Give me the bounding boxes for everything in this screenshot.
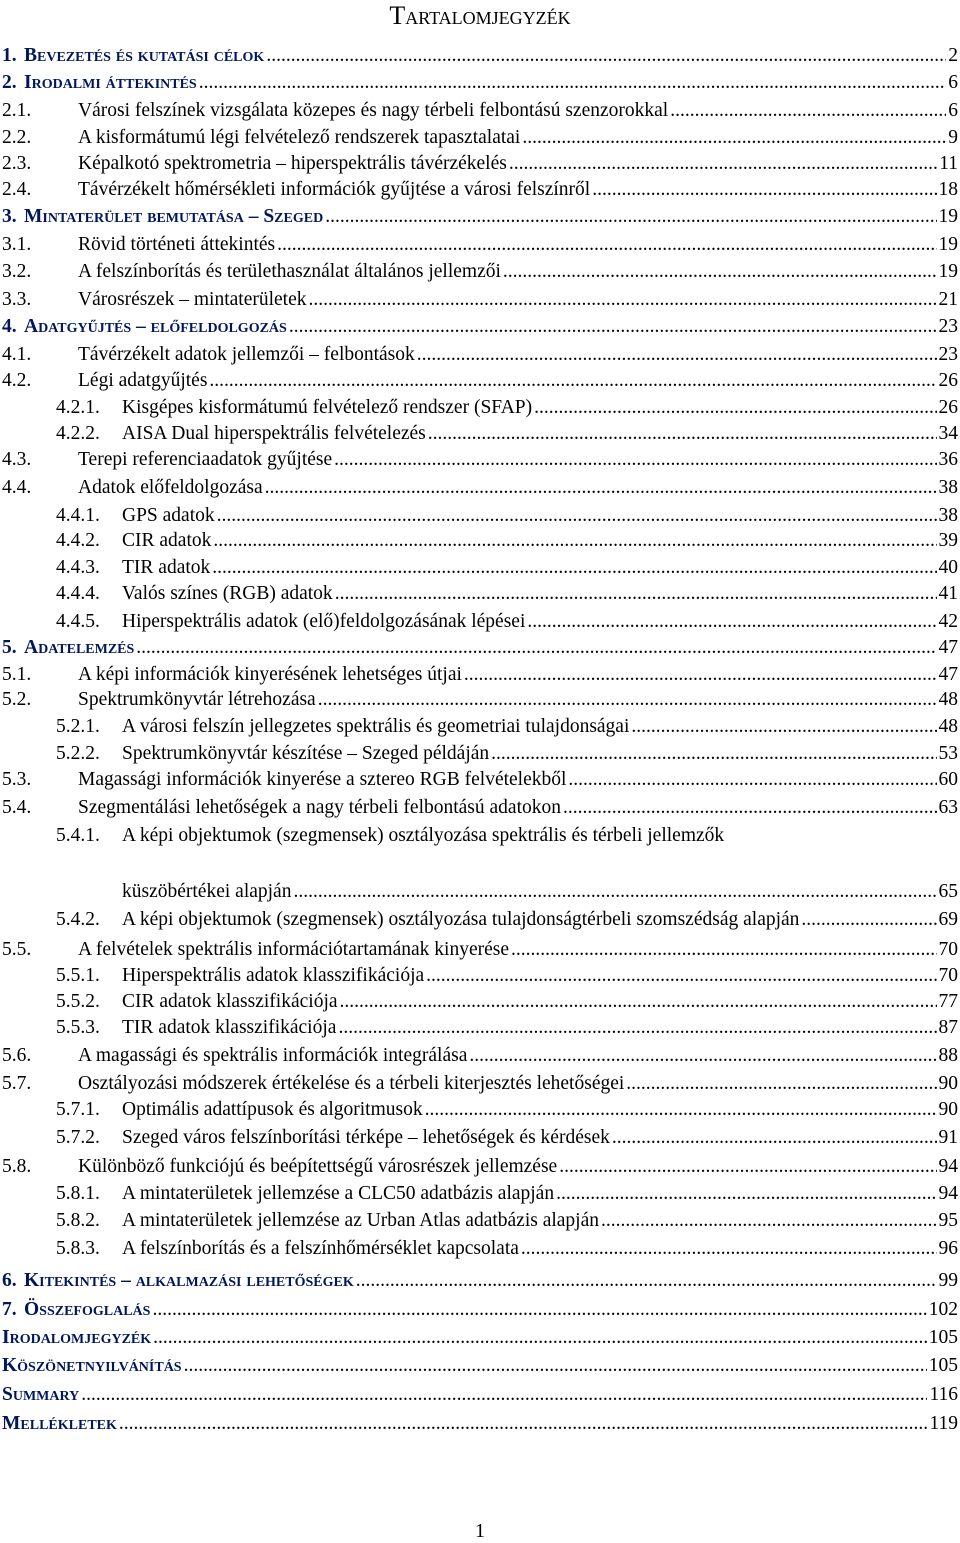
toc-entry[interactable] (2, 124, 958, 150)
toc-entry[interactable] (2, 446, 958, 472)
toc-entry-page: 47 (938, 664, 958, 685)
toc-entry[interactable] (56, 1096, 958, 1122)
toc-entry-title: A felszínborítás és a felszínhőmérséklet kapcsolata (122, 1238, 519, 1259)
toc-entry-title: Irodalomjegyzék (2, 1327, 152, 1348)
toc-entry[interactable] (56, 502, 958, 528)
toc-entry-page: 18 (938, 179, 958, 200)
toc-entry-number: 5.2. (2, 689, 32, 710)
toc-entry-page: 96 (938, 1238, 958, 1259)
toc-entry-title: A mintaterületek jellemzése az Urban Atlas adatbázis alapján (122, 1210, 600, 1231)
toc-entry-title: Adatok előfeldolgozása (78, 477, 263, 498)
toc-entry-title: Optimális adattípusok és algoritmusok (122, 1099, 423, 1120)
toc-entry-page: 19 (938, 206, 958, 227)
toc-leader-dots (556, 1182, 936, 1206)
toc-leader-dots (289, 315, 937, 339)
toc-leader-dots (266, 44, 946, 68)
toc-entry-page: 94 (938, 1183, 958, 1204)
toc-entry-title: Távérzékelt adatok jellemzői – felbontások (78, 344, 415, 365)
page-number: 1 (475, 1520, 485, 1542)
toc-entry-number: 3. (2, 206, 17, 227)
toc-entry-number: 5.5.2. (56, 991, 100, 1012)
toc-entry-page: 65 (938, 881, 958, 902)
toc-entry[interactable] (56, 527, 958, 553)
toc-entry-number: 3.2. (2, 261, 32, 282)
toc-entry-title: Adatelemzés (24, 637, 135, 658)
toc-entry-page: 105 (928, 1355, 958, 1376)
toc-entry-title: TIR adatok klasszifikációja (122, 1017, 337, 1038)
toc-entry-page: 19 (938, 261, 958, 282)
toc-entry-page: 105 (928, 1327, 958, 1348)
toc-entry-continuation[interactable] (122, 878, 958, 904)
toc-entry[interactable] (56, 394, 958, 420)
toc-entry-number: 4.2.2. (56, 423, 100, 444)
toc-entry-title: TIR adatok (122, 557, 211, 578)
toc-entry-number: 6. (2, 1270, 17, 1291)
toc-entry[interactable] (2, 341, 958, 367)
toc-leader-dots (469, 1044, 936, 1068)
toc-entry[interactable] (2, 686, 958, 712)
toc-entry-page: 48 (938, 716, 958, 737)
toc-entry-number: 2.3. (2, 153, 32, 174)
toc-entry-title: A képi információk kinyerésének lehetséges útjai (78, 664, 462, 685)
toc-entry-page: 2 (948, 45, 958, 66)
toc-entry-page: 77 (938, 991, 958, 1012)
toc-entry-number: 1. (2, 45, 17, 66)
toc-entry-page: 90 (938, 1099, 958, 1120)
toc-leader-dots (670, 99, 946, 123)
toc-leader-dots (199, 71, 947, 95)
toc-entry-number: 5.6. (2, 1045, 32, 1066)
toc-entry-title: Köszönetnyilvánítás (2, 1355, 182, 1376)
toc-leader-dots (334, 448, 936, 472)
toc-entry-page: 36 (938, 449, 958, 470)
toc-entry-page: 69 (938, 909, 958, 930)
toc-entry-title: A mintaterületek jellemzése a CLC50 adatbázis alapján (122, 1183, 555, 1204)
toc-entry[interactable] (56, 580, 958, 606)
toc-entry-number: 5.2.2. (56, 743, 100, 764)
toc-entry-number: 5.4.1. (56, 825, 100, 846)
toc-entry-number: 3.1. (2, 234, 32, 255)
toc-entry-page: 23 (938, 344, 958, 365)
toc-entry-page: 6 (948, 72, 958, 93)
toc-entry-title: Városrészek – mintaterületek (78, 289, 307, 310)
toc-entry-page: 47 (938, 637, 958, 658)
toc-entry-page: 88 (938, 1045, 958, 1066)
toc-entry-page: 9 (948, 127, 958, 148)
toc-entry-number: 5.8. (2, 1156, 32, 1177)
toc-entry[interactable] (56, 554, 958, 580)
toc-entry-number: 5.8.3. (56, 1238, 100, 1259)
toc-entry-number: 2. (2, 72, 17, 93)
toc-entry-title: A kisformátumú légi felvételező rendszerek tapasztalatai (78, 127, 521, 148)
toc-entry[interactable] (56, 1235, 958, 1261)
toc-entry[interactable] (2, 766, 958, 792)
toc-leader-dots (81, 1383, 927, 1407)
toc-entry-page: 38 (938, 477, 958, 498)
toc-entry-page: 90 (938, 1073, 958, 1094)
toc-entry-number: 3.3. (2, 289, 32, 310)
toc-entry-title-line2: küszöbértékei alapján (122, 881, 292, 902)
toc-entry-page: 99 (938, 1270, 958, 1291)
toc-entry-title: A felvételek spektrális információtartamának kinyerése (78, 939, 509, 960)
toc-entry-title: Légi adatgyűjtés (78, 370, 208, 391)
toc-entry-page: 41 (938, 583, 958, 604)
toc-entry-title: Szegmentálási lehetőségek a nagy térbeli felbontású adatokon (78, 797, 561, 818)
toc-entry[interactable] (2, 150, 958, 176)
toc-entry-page: 63 (938, 797, 958, 818)
toc-entry-number: 7. (2, 1299, 17, 1320)
toc-entry[interactable] (56, 962, 958, 988)
toc-leader-dots (631, 715, 936, 739)
toc-entry-title: A városi felszín jellegzetes spektrális és geometriai tulajdonságai (122, 716, 630, 737)
toc-entry-page: 34 (938, 423, 958, 444)
toc-leader-dots (217, 504, 937, 528)
page-title (0, 0, 960, 32)
toc-entry-page: 48 (938, 689, 958, 710)
toc-leader-dots (592, 178, 936, 202)
toc-entry[interactable] (2, 474, 958, 500)
toc-leader-dots (335, 582, 937, 606)
toc-leader-dots (209, 369, 936, 393)
toc-entry[interactable] (2, 176, 958, 202)
toc-entry[interactable] (2, 661, 958, 687)
toc-entry-title: A felszínborítás és területhasználat általános jellemzői (78, 261, 501, 282)
toc-leader-dots (511, 938, 937, 962)
toc-entry-number: 5.5. (2, 939, 32, 960)
toc-entry-title: Hiperspektrális adatok (elő)feldolgozásának lépései (122, 611, 526, 632)
toc-entry-title: Irodalmi áttekintés (24, 72, 197, 93)
toc-entry-title: Summary (2, 1384, 80, 1405)
toc-entry[interactable] (2, 936, 958, 962)
toc-leader-dots (491, 742, 936, 766)
toc-entry-page: 11 (939, 153, 958, 174)
toc-entry-title: Különböző funkciójú és beépítettségű városrészek jellemzése (78, 1156, 558, 1177)
toc-entry-page: 40 (938, 557, 958, 578)
toc-leader-dots (212, 556, 936, 580)
toc-leader-dots (338, 1016, 936, 1040)
toc-entry[interactable] (56, 608, 958, 634)
toc-entry-title: Osztályozási módszerek értékelése és a térbeli kiterjesztés lehetőségei (78, 1073, 625, 1094)
toc-leader-dots (509, 152, 937, 176)
toc-entry-title: Spektrumkönyvtár létrehozása (78, 689, 316, 710)
toc-entry-number: 4. (2, 316, 17, 337)
toc-entry-number: 5.4.2. (56, 909, 100, 930)
toc-entry-page: 70 (938, 939, 958, 960)
toc-leader-dots (527, 610, 936, 634)
toc-leader-dots (356, 1269, 937, 1293)
toc-entry-number: 5. (2, 637, 17, 658)
toc-entry-number: 4.4.1. (56, 505, 100, 526)
toc-leader-dots (426, 964, 936, 988)
toc-entry[interactable] (2, 231, 958, 257)
toc-entry-page: 53 (938, 743, 958, 764)
toc-leader-dots (119, 1412, 928, 1436)
toc-entry[interactable] (56, 822, 958, 848)
toc-entry[interactable] (56, 988, 958, 1014)
toc-entry[interactable] (2, 1296, 958, 1322)
toc-entry-number: 5.5.1. (56, 965, 100, 986)
toc-entry-title: Mellékletek (2, 1413, 117, 1434)
toc-entry-page: 38 (938, 505, 958, 526)
toc-entry-page: 91 (938, 1127, 958, 1148)
toc-leader-dots (559, 1155, 936, 1179)
toc-entry[interactable] (2, 634, 958, 660)
toc-entry-number: 4.4.5. (56, 611, 100, 632)
toc-leader-dots (612, 1126, 937, 1150)
toc-leader-dots (213, 529, 936, 553)
toc-entry[interactable] (2, 203, 958, 229)
toc-entry[interactable] (2, 1352, 958, 1378)
toc-entry-number: 5.8.1. (56, 1183, 100, 1204)
toc-entry-number: 4.4. (2, 477, 32, 498)
toc-entry-title: Adatgyűjtés – előfeldolgozás (24, 316, 287, 337)
toc-entry-page: 116 (929, 1384, 958, 1405)
toc-entry-number: 4.2. (2, 370, 32, 391)
toc-leader-dots (563, 796, 937, 820)
toc-leader-dots (318, 688, 937, 712)
toc-leader-dots (340, 990, 937, 1014)
toc-entry[interactable] (2, 42, 958, 68)
toc-entry[interactable] (2, 1042, 958, 1068)
toc-entry-title: Hiperspektrális adatok klasszifikációja (122, 965, 425, 986)
toc-entry-title: Összefoglalás (24, 1299, 151, 1320)
toc-entry[interactable] (2, 1324, 958, 1350)
toc-entry-number: 4.4.4. (56, 583, 100, 604)
toc-entry-page: 42 (938, 611, 958, 632)
toc-entry-number: 2.2. (2, 127, 32, 148)
toc-entry-page: 26 (938, 397, 958, 418)
toc-entry-number: 4.1. (2, 344, 32, 365)
toc-entry[interactable] (56, 906, 958, 932)
toc-entry[interactable] (2, 1070, 958, 1096)
toc-leader-dots (568, 768, 936, 792)
toc-entry-number: 5.3. (2, 769, 32, 790)
toc-leader-dots (309, 288, 937, 312)
toc-entry[interactable] (2, 69, 958, 95)
toc-entry-title: Városi felszínek vizsgálata közepes és nagy térbeli felbontású szenzorokkal (78, 100, 669, 121)
toc-entry-page: 94 (938, 1156, 958, 1177)
toc-entry-title: Távérzékelt hőmérsékleti információk gyűjtése a városi felszínről (78, 179, 591, 200)
toc-entry-title: A magassági és spektrális információk integrálása (78, 1045, 468, 1066)
toc-leader-dots (534, 396, 936, 420)
toc-entry-title: Szeged város felszínborítási térképe – lehetőségek és kérdések (122, 1127, 610, 1148)
toc-leader-dots (265, 476, 937, 500)
toc-leader-dots (801, 908, 936, 932)
toc-entry-page: 102 (928, 1299, 958, 1320)
toc-entry-title: Terepi referenciaadatok gyűjtése (78, 449, 333, 470)
toc-entry[interactable] (56, 1124, 958, 1150)
toc-entry-number: 2.4. (2, 179, 32, 200)
toc-entry-title: CIR adatok klasszifikációja (122, 991, 338, 1012)
toc-leader-dots (522, 126, 946, 150)
toc-entry-page: 26 (938, 370, 958, 391)
toc-entry-number: 5.7.2. (56, 1127, 100, 1148)
toc-entry-number: 5.5.3. (56, 1017, 100, 1038)
toc-leader-dots (601, 1209, 936, 1233)
toc-entry[interactable] (56, 740, 958, 766)
toc-leader-dots (626, 1072, 936, 1096)
toc-entry-number: 4.4.3. (56, 557, 100, 578)
toc-entry-title: Valós színes (RGB) adatok (122, 583, 333, 604)
toc-entry-number: 2.1. (2, 100, 32, 121)
toc-leader-dots (153, 1326, 927, 1350)
toc-entry[interactable] (56, 1014, 958, 1040)
toc-entry[interactable] (2, 1153, 958, 1179)
toc-entry-title: CIR adatok (122, 530, 212, 551)
toc-entry[interactable] (2, 1381, 958, 1407)
toc-entry-number: 4.3. (2, 449, 32, 470)
toc-entry[interactable] (2, 794, 958, 820)
toc-entry-page: 39 (938, 530, 958, 551)
toc-leader-dots (293, 880, 936, 904)
toc-entry-page: 6 (948, 100, 958, 121)
toc-entry[interactable] (56, 1180, 958, 1206)
toc-entry-number: 5.4. (2, 797, 32, 818)
toc-entry-title: Bevezetés és kutatási célok (24, 45, 265, 66)
toc-entry-title: Spektrumkönyvtár készítése – Szeged példáján (122, 743, 490, 764)
toc-entry-title: A képi objektumok (szegmensek) osztályozása tulajdonságtérbeli szomszédság alapján (122, 909, 800, 930)
toc-entry[interactable] (2, 1267, 958, 1293)
toc-leader-dots (428, 422, 937, 446)
toc-entry[interactable] (2, 1410, 958, 1436)
toc-entry-number: 5.7. (2, 1073, 32, 1094)
toc-entry-title: Rövid történeti áttekintés (78, 234, 276, 255)
toc-entry-page: 21 (938, 289, 958, 310)
toc-entry-number: 5.1. (2, 664, 32, 685)
toc-entry-title: GPS adatok (122, 505, 215, 526)
toc-entry-page: 119 (929, 1413, 958, 1434)
toc-entry-title: Kisgépes kisformátumú felvételező rendszer (SFAP) (122, 397, 533, 418)
toc-entry-title: AISA Dual hiperspektrális felvételezés (122, 423, 426, 444)
toc-leader-dots (503, 260, 937, 284)
toc-entry-number: 5.7.1. (56, 1099, 100, 1120)
toc-leader-dots (425, 1098, 937, 1122)
toc-entry[interactable] (56, 713, 958, 739)
toc-entry-title: Mintaterület bemutatása – Szeged (24, 206, 324, 227)
toc-entry[interactable] (56, 420, 958, 446)
toc-entry-number: 5.8.2. (56, 1210, 100, 1231)
toc-entry-page: 87 (938, 1017, 958, 1038)
toc-entry[interactable] (2, 97, 958, 123)
toc-entry-title: Képalkotó spektrometria – hiperspektrális távérzékelés (78, 153, 507, 174)
toc-leader-dots (464, 663, 937, 687)
toc-leader-dots (325, 205, 936, 229)
toc-entry-number: 5.2.1. (56, 716, 100, 737)
toc-entry-number: 4.2.1. (56, 397, 100, 418)
toc-entry-title: A képi objektumok (szegmensek) osztályozása spektrális és térbeli jellemzők (122, 825, 725, 846)
toc-entry[interactable] (2, 367, 958, 393)
toc-entry-page: 19 (938, 234, 958, 255)
toc-entry-page: 95 (938, 1210, 958, 1231)
toc-leader-dots (136, 636, 936, 660)
toc-entry[interactable] (2, 286, 958, 312)
toc-leader-dots (152, 1298, 926, 1322)
toc-entry-page: 70 (938, 965, 958, 986)
toc-entry[interactable] (2, 258, 958, 284)
toc-entry[interactable] (56, 1207, 958, 1233)
toc-entry-page: 60 (938, 769, 958, 790)
toc-entry-number: 4.4.2. (56, 530, 100, 551)
toc-entry-page: 23 (938, 316, 958, 337)
toc-title: Tartalomjegyzék (389, 1, 571, 30)
toc-entry-title: Kitekintés – alkalmazási lehetőségek (24, 1270, 354, 1291)
toc-leader-dots (277, 233, 936, 257)
toc-leader-dots (417, 343, 937, 367)
toc-leader-dots (184, 1354, 927, 1378)
toc-leader-dots (521, 1237, 937, 1261)
toc-entry-title: Magassági információk kinyerése a sztereo RGB felvételekből (78, 769, 567, 790)
toc-entry[interactable] (2, 313, 958, 339)
